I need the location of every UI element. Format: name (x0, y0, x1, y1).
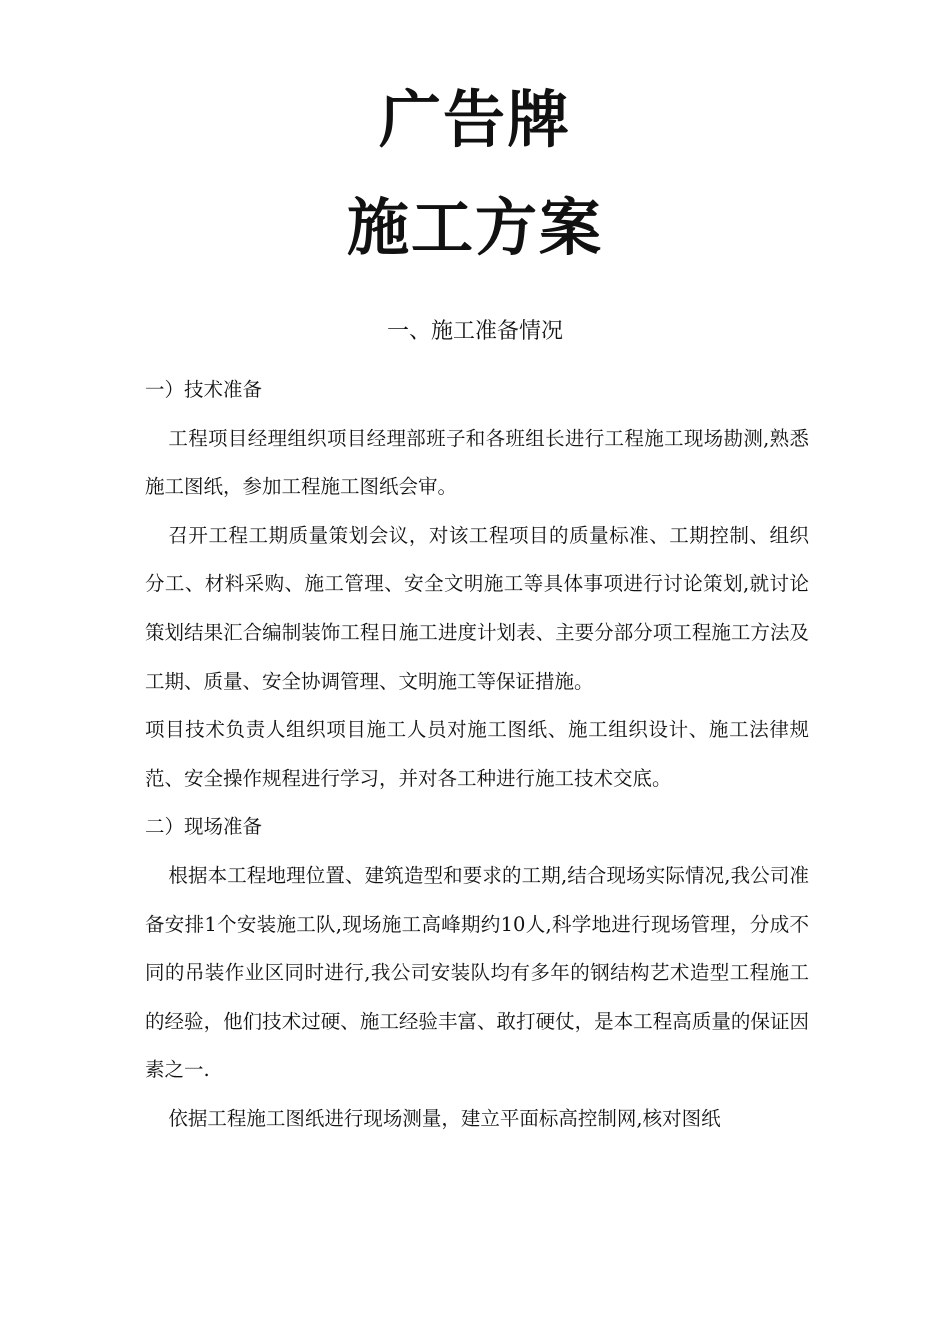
document-title-line-1: 广告牌 (378, 83, 571, 156)
document-title-line-2: 施工方案 (346, 191, 603, 264)
section-heading: 一、施工准备情况 (386, 319, 563, 344)
paragraph: 依据工程施工图纸进行现场测量，建立平面标高控制网,核对图纸 (168, 1106, 721, 1130)
subsection-heading-technical: 一）技术准备 (145, 378, 263, 401)
paragraph: 根据本工程地理位置、建筑造型和要求的工期,结合现场实际情况,我公司准备安排1个安装施工队,现场施工高峰期约10人,科学地进行现场管理，分成不同的吊装作业区同时进行,我公司安装队均有多年的钢结构艺术造型工程施工的经验，他们技术过硬、施工经验丰富、敢打硬仗，是本工程高质量的保证因素之一. (145, 863, 809, 1082)
document-body (145, 366, 809, 1144)
paragraph: 工程项目经理组织项目经理部班子和各班组长进行工程施工现场勘测,熟悉施工图纸，参加工程施工图纸会审。 (145, 426, 809, 499)
paragraph: 项目技术负责人组织项目施工人员对施工图纸、施工组织设计、施工法律规范、安全操作规程进行学习，并对各工种进行施工技术交底。 (145, 718, 809, 790)
subsection-heading-site: 二）现场准备 (145, 815, 263, 839)
paragraph: 召开工程工期质量策划会议，对该工程项目的质量标准、工期控制、组织分工、材料采购、施工管理、安全文明施工等具体事项进行讨论策划,就讨论策划结果汇合编制装饰工程日施工进度计划表、主要分部分项工程施工方法及工期、质量、安全协调管理、文明施工等保证措施。 (145, 523, 809, 693)
